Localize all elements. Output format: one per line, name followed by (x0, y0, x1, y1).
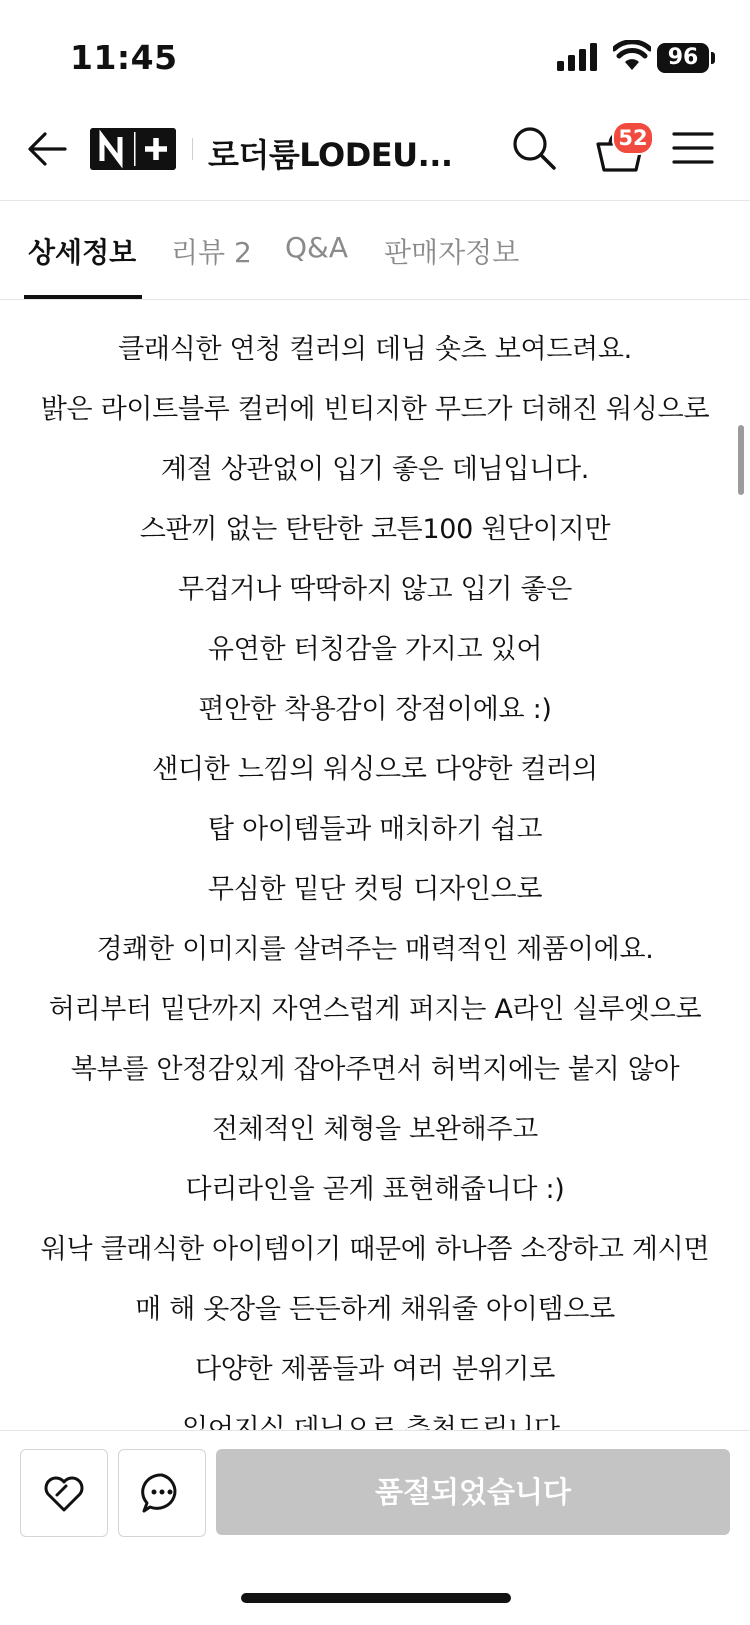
talk-button[interactable] (118, 1449, 206, 1537)
description-line: 복부를 안정감있게 잡아주면서 허벅지에는 붙지 않아 (70, 1054, 680, 1085)
battery-tip (711, 52, 715, 64)
description-line: 경쾌한 이미지를 살려주는 매력적인 제품이에요. (96, 934, 654, 965)
app-header (0, 100, 750, 201)
signal-icon (557, 43, 599, 71)
cart-count-badge: 52 (612, 121, 654, 155)
scrollbar[interactable] (738, 425, 744, 495)
soldout-button[interactable]: 품절되었습니다 (216, 1449, 730, 1535)
chat-icon (140, 1471, 184, 1515)
tab-seller-info[interactable]: 판매자정보 (384, 236, 520, 269)
status-bar (0, 0, 750, 110)
status-time: 11:45 (70, 38, 178, 77)
home-indicator (241, 1593, 511, 1603)
menu-icon[interactable] (672, 130, 714, 166)
description-line: 다리라인을 곧게 표현해줍니다 :) (185, 1174, 565, 1205)
search-icon[interactable] (510, 124, 558, 172)
description-line: 탑 아이템들과 매치하기 쉽고 (207, 814, 543, 845)
bottom-action-bar (0, 1430, 750, 1625)
back-arrow-icon[interactable] (25, 127, 69, 171)
description-line: 워낙 클래식한 아이템이기 때문에 하나쯤 소장하고 계시면 (40, 1234, 710, 1265)
wifi-icon (613, 40, 651, 72)
description-line: 무겁거나 딱딱하지 않고 입기 좋은 (177, 574, 573, 605)
brand-separator (192, 138, 193, 160)
description-line: 샌디한 느낌의 워싱으로 다양한 컬러의 (152, 754, 598, 785)
description-line: 무심한 밑단 컷팅 디자인으로 (207, 874, 543, 905)
description-line: 매 해 옷장을 든든하게 채워줄 아이템으로 (135, 1294, 615, 1325)
store-title[interactable]: 로더룸LODEU... (208, 136, 453, 174)
description-line: 편안한 착용감이 장점이에요 :) (198, 694, 552, 725)
description-line: 계절 상관없이 입기 좋은 데님입니다. (160, 454, 590, 485)
description-line: 유연한 터칭감을 가지고 있어 (207, 634, 543, 665)
product-description (20, 320, 730, 1460)
active-tab-indicator (24, 295, 142, 299)
tab-detail-info[interactable]: 상세정보 (28, 236, 137, 269)
tab-reviews[interactable]: 리뷰 2 (171, 236, 252, 269)
description-line: 허리부터 밑단까지 자연스럽게 퍼지는 A라인 실루엣으로 (48, 994, 702, 1025)
detail-tabs (0, 201, 750, 300)
description-line: 다양한 제품들과 여러 분위기로 (194, 1354, 555, 1385)
heart-icon (42, 1471, 86, 1515)
battery-icon: 96 (657, 43, 709, 73)
description-line: 밝은 라이트블루 컬러에 빈티지한 무드가 더해진 워싱으로 (40, 394, 710, 425)
tab-qna[interactable]: Q&A (285, 231, 349, 264)
description-line: 클래식한 연청 컬러의 데님 숏츠 보여드려요. (118, 334, 632, 365)
brand-logo[interactable] (90, 128, 176, 170)
wishlist-button[interactable] (20, 1449, 108, 1537)
description-line: 전체적인 체형을 보완해주고 (212, 1114, 538, 1145)
description-line: 스판끼 없는 탄탄한 코튼100 원단이지만 (139, 514, 611, 545)
